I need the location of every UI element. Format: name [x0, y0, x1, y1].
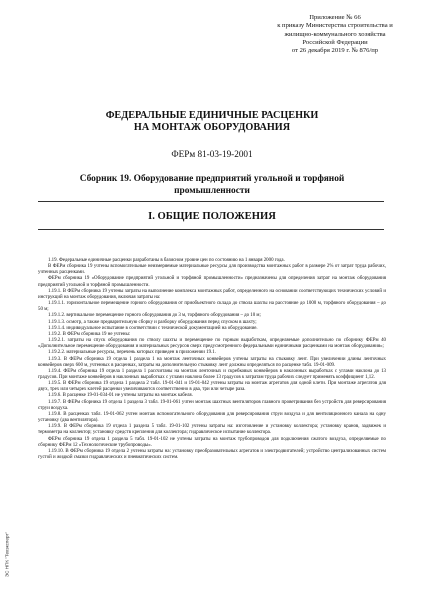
- appendix-header: [255, 14, 415, 55]
- body-text: [38, 258, 386, 461]
- paragraph: 1.19.10. В ФЕРм сборника 19 отдела 2 учтены затраты на: установку преобразовательных агрегатов и электродвигателей; устройство централизованных систем густой и жидкой смазки гидравлических и пневматических систем.: [38, 448, 386, 460]
- paragraph: 1.19.6. В расценке 19-01-034-01 не учтены затраты на монтаж кабеля.: [48, 393, 193, 399]
- paragraph: 1.19.5. В ФЕРм сборника 19 отдела 1 раздела 2 табл. 19-01-041 и 19-01-042 учтены затраты на монтаж агрегатов для одной клети. При монтаже агрегатов для двух, трех или четырех клетей расценки увеличиваются соответственно в два, три или четыре раза.: [38, 381, 386, 393]
- appendix-line: Российской Федерации: [302, 38, 368, 46]
- paragraph: 1.19.1.4. индивидуальное испытание в соответствии с технической документацией на оборудование.: [48, 325, 258, 331]
- paragraph: 1.19.1.3. осмотр, а также предварительную сборку и разборку оборудования перед спуском в шахту;: [48, 319, 257, 325]
- section-heading: I. ОБЩИЕ ПОЛОЖЕНИЯ: [148, 211, 276, 222]
- title-line: НА МОНТАЖ ОБОРУДОВАНИЯ: [133, 122, 291, 133]
- paragraph: 1.19.1.2. вертикальное перемещение горного оборудования до 3 м, торфяного оборудования – до 10 м;: [48, 313, 261, 319]
- paragraph: 1.19.2.1. затраты на спуск оборудования по стволу шахты и перемещение по горным выработкам, определяемые дополнительно по сборнику ФЕРм 40 «Дополнительное перемещение оборудования и материальных ресурсов сверх предусмотренного федеральными единичными расценками на монтаж оборудования»;: [38, 338, 386, 350]
- paragraph: 1.19.7. В ФЕРм сборника 19 отдела 1 раздела 3 табл. 19-01-061 учтен монтаж шахтных вентиляторов главного проветривания без устройств для реверсирования струи воздуха.: [38, 399, 386, 411]
- appendix-line: жилищно-коммунального хозяйства: [284, 30, 386, 38]
- collection-line: Сборник 19. Оборудование предприятий угольной и торфяной: [79, 174, 345, 184]
- side-note: ЭС НПК "Техэксперт": [4, 531, 10, 578]
- paragraph: 1.19. Федеральные единичные расценки разработаны в базисном уровне цен по состоянию на 1 января 2000 года.: [48, 258, 285, 263]
- appendix-line: от 26 декабря 2019 г. № 876/пр: [291, 47, 379, 55]
- appendix-line: к приказу Министерства строительства и: [277, 22, 393, 30]
- paragraph: ФЕРм сборника 19 отдела 1 раздела 5 табл. 19-01-102 не учтены затраты на монтаж трубопроводов для подключения сжатого воздуха, определяемые по сборнику ФЕРм 12 «Технологические трубопроводы».: [38, 436, 386, 448]
- paragraph: 1.19.8. В расценках табл. 19-01-062 учтен монтаж вспомогательного оборудования для реверсирования струи воздуха и для вентиляционного канала на одну установку (два вентилятора).: [38, 411, 386, 424]
- document-code: ФЕРм 81-03-19-2001: [171, 149, 253, 159]
- collection-line: промышленности: [174, 185, 250, 196]
- paragraph: 1.19.1. В ФЕРм сборника 19 учтены затраты на выполнение комплекса монтажных работ, определенного на основании соответствующих технических условий и инструкций на монтаж оборудования, включая затраты на:: [38, 288, 386, 300]
- appendix-line: Приложение № 66: [309, 14, 361, 21]
- divider-line: [38, 201, 384, 202]
- document-title: [0, 110, 424, 134]
- paragraph: В ФЕРм сборника 19 учтены вспомогательные неизмеряемые материальные ресурсы для производства монтажных работ в размере 2% от затрат труда рабочих, учтенных расценками.: [38, 264, 386, 276]
- title-line: ФЕДЕРАЛЬНЫЕ ЕДИНИЧНЫЕ РАСЦЕНКИ: [105, 110, 319, 121]
- paragraph: 1.19.4. ФЕРм сборника 19 отдела 1 раздела 1 рассчитаны на монтаж ленточных и скребковых конвейеров в наклонных выработках с углами наклона до 13 градусов. При монтаже конвейеров в наклонных выработках с углами наклона более 13 градусов к затратам труда рабочих следует применять коэффициент 1,12.: [38, 368, 386, 380]
- paragraph: 1.19.9. В ФЕРм сборника 19 отдела 1 раздела 5 табл. 19-01-102 учтены затраты на: изготовление и установку коллектора; установку кранов, задвижек и термометра на коллектор; установку средств крепления для коллектора; гидравлическое испытание коллектора.: [38, 424, 386, 436]
- paragraph: 1.19.2.2. материальные ресурсы, перечень которых приведен в приложении 19.1.: [48, 350, 216, 356]
- side-watermark: [3, 520, 11, 592]
- paragraph: ФЕРм сборника 19 «Оборудование предприятий угольной и торфяной промышленности» предназначены для определения затрат на монтаж оборудования предприятий угольной и торфяной промышленности.: [38, 276, 386, 288]
- paragraph: 1.19.1.1. горизонтальное перемещение горного оборудования от приобъектного склада до ствола шахты на расстояние до 1000 м, торфяного оборудования – до 50 м;: [38, 301, 386, 313]
- divider-line: [38, 229, 384, 230]
- collection-title: [28, 174, 396, 197]
- paragraph: 1.19.3. В ФЕРм сборника 19 отдела 1 раздела 1 на монтаж ленточных конвейеров учтены затраты на стыковку лент. При увеличении длины ленточных конвейеров сверх 600 м, учтенных в расценках, затраты на дополнительную стыковку лент должны определяться по расценке табл. 19-01-009.: [38, 356, 386, 368]
- paragraph: 1.19.2. В ФЕРм сборника 19 не учтены:: [48, 331, 131, 337]
